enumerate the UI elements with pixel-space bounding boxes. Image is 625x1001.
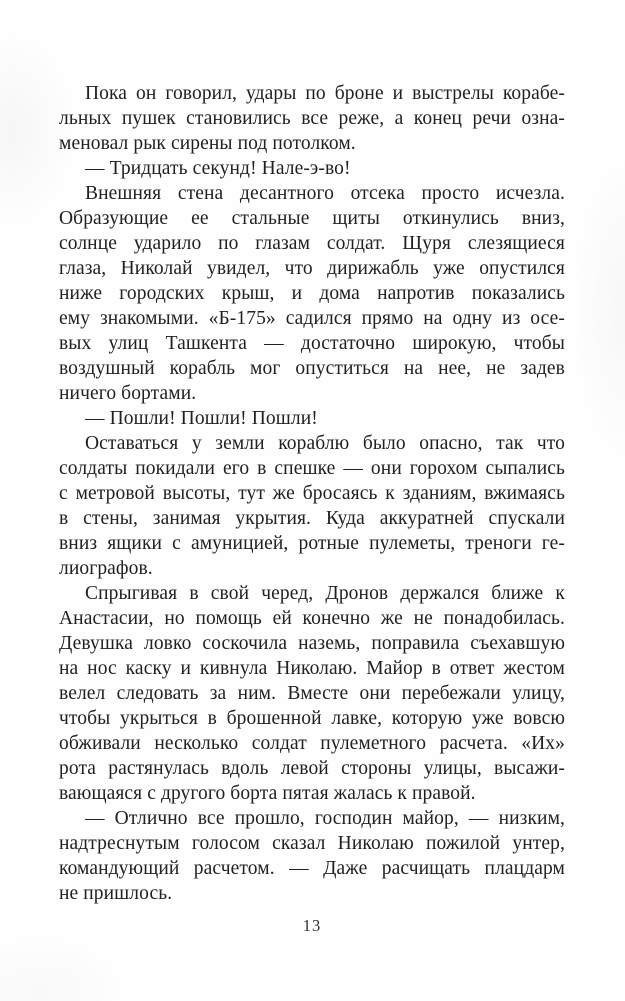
body-text (59, 81, 565, 906)
text-line-dialogue: — Отлично все прошло, господин майор, — низким, (85, 808, 565, 829)
text-line: ему знакомыми. «Б-175» садился прямо на одну из осе- (59, 308, 565, 329)
text-line: солдаты покидали его в спешке — они горохом сыпались (59, 458, 565, 479)
text-line: рота растянулась вдоль левой стороны улицы, высажи- (59, 758, 565, 779)
text-line: глаза, Николай увидел, что дирижабль уже опустился (59, 258, 565, 279)
text-line: с метровой высоты, тут же бросаясь к зданиям, вжимаясь (59, 483, 565, 504)
text-line: ничего бортами. (59, 383, 197, 404)
text-line: льных пушек становились все реже, а конец речи озна- (59, 108, 565, 129)
text-line: вых улиц Ташкента — достаточно широкую, чтобы (59, 333, 565, 354)
text-line: Пока он говорил, удары по броне и выстрелы корабе- (85, 83, 565, 104)
text-line: Оставаться у земли кораблю было опасно, так что (85, 433, 565, 454)
text-line: в стены, занимая укрытия. Куда аккуратней спускали (59, 508, 565, 529)
text-line: Внешняя стена десантного отсека просто исчезла. (85, 183, 565, 204)
text-line: меновал рык сирены под потолком. (59, 133, 356, 154)
text-line: лиографов. (59, 558, 153, 579)
page-number: 13 (302, 916, 322, 935)
text-line: вниз ящики с амуницией, ротные пулеметы, треноги ге- (59, 533, 565, 554)
text-line-dialogue: — Тридцать секунд! Нале-э-во! (85, 158, 351, 179)
text-line: не пришлось. (59, 883, 173, 904)
text-line: Образующие ее стальные щиты откинулись вниз, (59, 208, 565, 229)
text-line: солнце ударило по глазам солдат. Щуря слезящиеся (59, 233, 565, 254)
text-line: Анастасии, но помощь ей конечно же не понадобилась. (59, 608, 565, 629)
text-line: командующий расчетом. — Даже расчищать плацдарм (59, 858, 565, 879)
text-line: воздушный корабль мог опуститься на нее, не задев (59, 358, 565, 379)
text-line: надтреснутым голосом сказал Николаю пожилой унтер, (59, 833, 565, 854)
text-line: Спрыгивая в свой черед, Дронов держался ближе к (85, 583, 565, 604)
text-line: велел следовать за ним. Вместе они перебежали улицу, (59, 683, 565, 704)
text-line: обживали несколько солдат пулеметного расчета. «Их» (59, 733, 565, 754)
text-line: Девушка ловко соскочила наземь, поправила съехавшую (59, 633, 565, 654)
text-line: чтобы укрыться в брошенной лавке, которую уже вовсю (59, 708, 565, 729)
text-line: вающаяся с другого борта пятая жалась к правой. (59, 783, 476, 804)
text-line: на нос каску и кивнула Николаю. Майор в ответ жестом (59, 658, 565, 679)
text-line: ниже городских крыш, и дома напротив показались (59, 283, 565, 304)
text-line-dialogue: — Пошли! Пошли! Пошли! (85, 408, 318, 429)
